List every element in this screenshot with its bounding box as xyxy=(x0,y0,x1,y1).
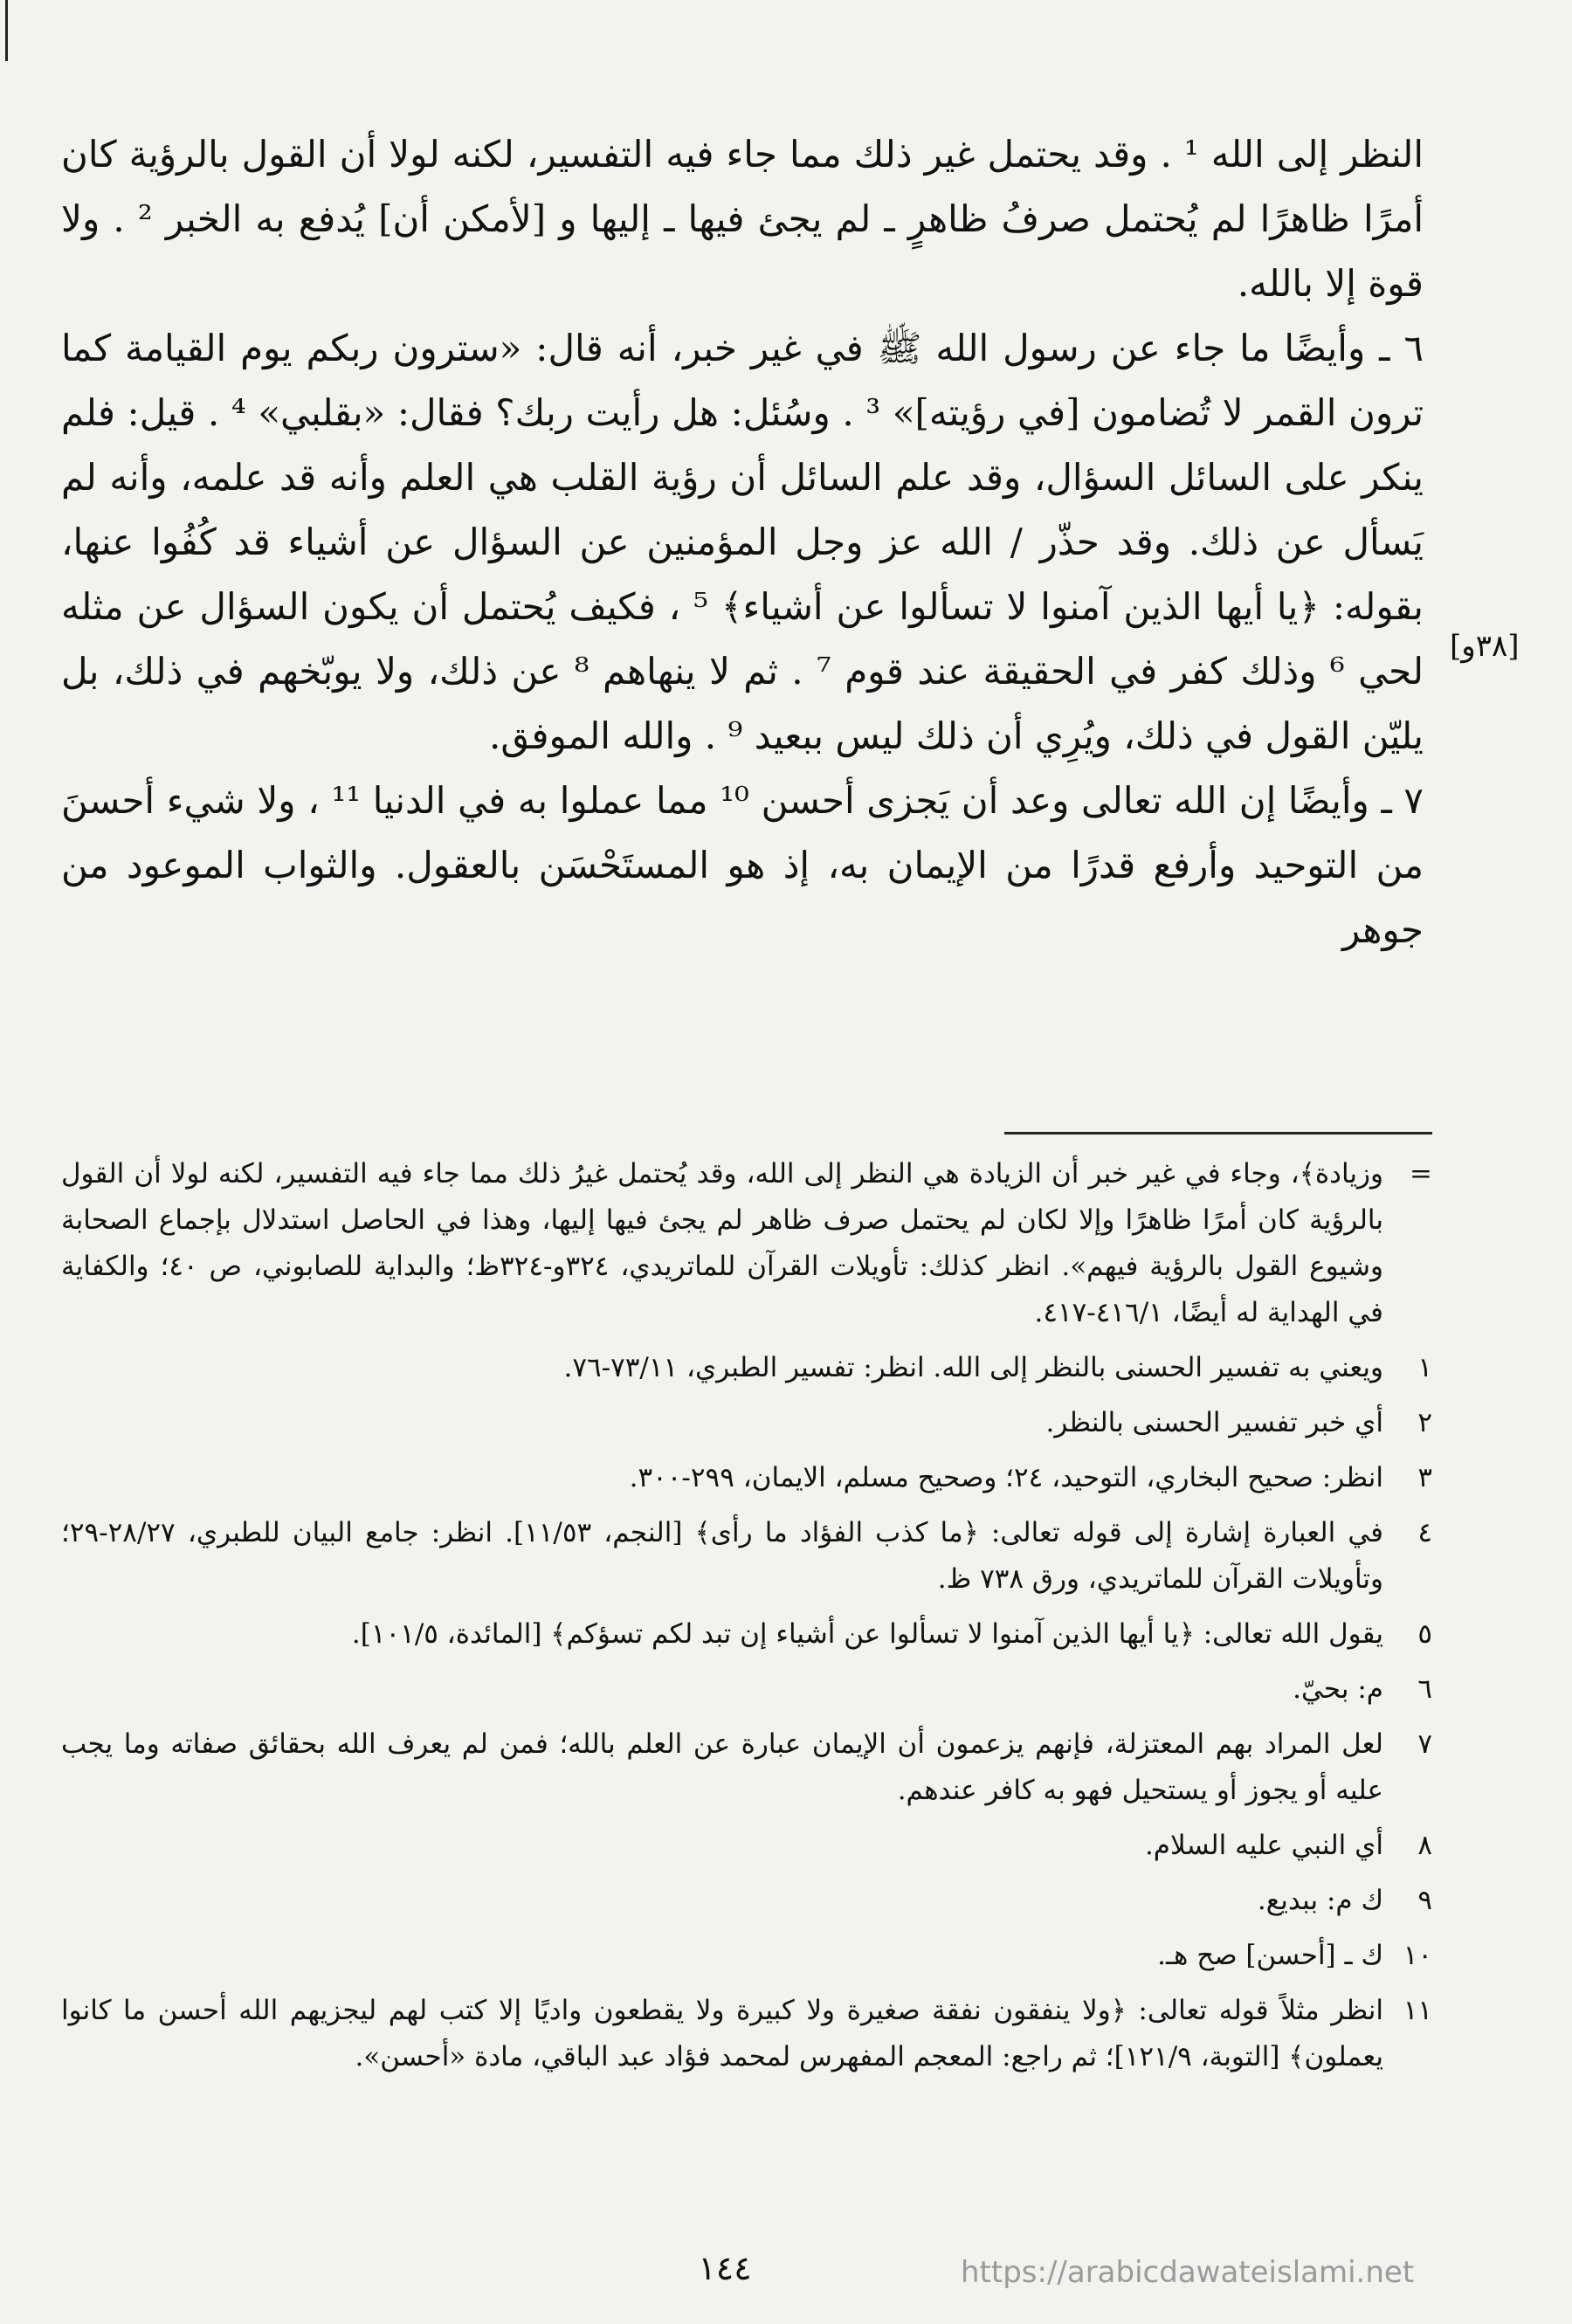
footnote-text: انظر: صحيح البخاري، التوحيد، ٢٤؛ وصحيح مسلم، الايمان، ٢٩٩-٣٠٠. xyxy=(629,1462,1383,1493)
footnote-divider xyxy=(1004,1132,1432,1134)
footnote-item xyxy=(61,1933,1432,1979)
main-text xyxy=(61,122,1424,962)
footnote-number: ١٠ xyxy=(1403,1940,1432,1971)
footnote-item xyxy=(61,1455,1432,1501)
footnote-number: ٦ xyxy=(1417,1673,1432,1705)
footnote-item xyxy=(61,1611,1432,1658)
footnote-number: ١١ xyxy=(1403,1995,1432,2026)
paragraph-1: النظر إلى الله ¹ . وقد يحتمل غير ذلك مما جاء فيه التفسير، لكنه لولا أن القول بالرؤية كان أمرًا ظاهرًا لم يُحتمل صرفُ ظاهرٍ ـ لم يجئ فيها ـ إليها و [لأمكن أن] يُدفع به الخبر ² . ولا قوة إلا بالله. xyxy=(61,133,1424,305)
footnote-text: يقول الله تعالى: ﴿يا أيها الذين آمنوا لا تسألوا عن أشياء إن تبد لكم تسؤكم﴾ [المائدة، ١٠١/٥]. xyxy=(351,1618,1383,1650)
footnote-text: ك م: ببديع. xyxy=(1257,1885,1383,1916)
footnote-item xyxy=(61,1666,1432,1713)
footnote-number: ٧ xyxy=(1417,1728,1432,1760)
footnote-number: ٨ xyxy=(1417,1830,1432,1861)
footnote-item xyxy=(61,1721,1432,1814)
footnote-number: ٢ xyxy=(1417,1407,1432,1438)
footnote-item xyxy=(61,1345,1432,1391)
footnote-number: ٥ xyxy=(1417,1618,1432,1650)
watermark-url: https://arabicdawateislami.net xyxy=(961,2255,1415,2290)
footnote-item xyxy=(61,1823,1432,1869)
footnote-text: أي خبر تفسير الحسنى بالنظر. xyxy=(1045,1407,1383,1438)
paragraph-3: ٧ ـ وأيضًا إن الله تعالى وعد أن يَجزى أحسن ¹⁰ مما عملوا به في الدنيا ¹¹ ، ولا شيء أحسنَ من التوحيد وأرفع قدرًا من الإيمان به، إذ هو المستَحْسَن بالعقول. والثواب الموعود من جوهر xyxy=(61,779,1424,951)
page-edge-mark xyxy=(5,0,8,61)
footnote-text: م: بحيّ. xyxy=(1293,1673,1383,1705)
footnote-number: ٤ xyxy=(1417,1517,1432,1548)
footnote-text: انظر مثلاً قوله تعالى: ﴿ولا ينفقون نفقة صغيرة ولا كبيرة ولا يقطعون واديًا إلا كتب لهم ليجزيهم الله أحسن ما كانوا يعملون﴾ [التوبة، ١٢١/٩]؛ ثم راجع: المعجم المفهرس لمحمد فؤاد عبد الباقي، مادة «أحسن». xyxy=(61,1995,1383,2072)
footnote-number: ١ xyxy=(1417,1352,1432,1383)
footnote-text: أي النبي عليه السلام. xyxy=(1144,1830,1383,1861)
footnotes xyxy=(61,1151,1432,2089)
footnote-item xyxy=(61,1400,1432,1446)
footnote-text: وزيادة﴾، وجاء في غير خبر أن الزيادة هي النظر إلى الله، وقد يُحتمل غيرُ ذلك مما جاء فيه التفسير، لكنه لولا أن القول بالرؤية كان أمرًا ظاهرًا وإلا لكان لم يحتمل صرف ظاهر لم يجئ فيها إليها، وهذا في الحاصل استدلال بإجماع الصحابة وشيوع القول بالرؤية فيهم». انظر كذلك: تأويلات القرآن للماتريدي، ٣٢٤و-٣٢٤ظ؛ والبداية للصابوني، ص ٤٠؛ والكفاية في الهداية له أيضًا، ٤١٦/١-٤١٧. xyxy=(61,1158,1383,1328)
footnote-text: لعل المراد بهم المعتزلة، فإنهم يزعمون أن الإيمان عبارة عن العلم بالله؛ فمن لم يعرف الله بحقائق صفاته وما يجب عليه أو يجوز أو يستحيل فهو به كافر عندهم. xyxy=(61,1728,1383,1806)
page-number: ١٤٤ xyxy=(698,2249,752,2287)
paragraph-2: ٦ ـ وأيضًا ما جاء عن رسول الله ﷺ في غير خبر، أنه قال: «سترون ربكم يوم القيامة كما ترون القمر لا تُضامون [في رؤيته]» ³ . وسُئل: هل رأيت ربك؟ فقال: «بقلبي» ⁴ . قيل: فلم ينكر على السائل السؤال، وقد علم السائل أن رؤية القلب هي العلم وأنه قد علمه، وأنه لم يَسأل عن ذلك. وقد حذّر / الله عز وجل المؤمنين عن السؤال عن أشياء قد كُفُوا عنها، بقوله: ﴿يا أيها الذين آمنوا لا تسألوا عن أشياء﴾ ⁵ ، فكيف يُحتمل أن يكون السؤال عن مثله لحي ⁶ وذلك كفر في الحقيقة عند قوم ⁷ . ثم لا ينهاهم ⁸ عن ذلك، ولا يوبّخهم في ذلك، بل يليّن القول في ذلك، ويُرِي أن ذلك ليس ببعيد ⁹ . والله الموفق. xyxy=(61,327,1424,757)
footnote-text: ك ـ [أحسن] صح هـ. xyxy=(1157,1940,1383,1971)
folio-margin-note: [٣٨و] xyxy=(1450,629,1520,664)
footnote-text: في العبارة إشارة إلى قوله تعالى: ﴿ما كذب الفؤاد ما رأى﴾ [النجم، ١١/٥٣]. انظر: جامع البيان للطبري، ٢٨/٢٧-٢٩؛ وتأويلات القرآن للماتريدي، ورق ٧٣٨ ظ. xyxy=(61,1517,1384,1595)
footnote-item xyxy=(61,1878,1432,1924)
footnote-number: ٣ xyxy=(1417,1462,1432,1493)
footnote-number: ٩ xyxy=(1417,1885,1432,1916)
footnote-item xyxy=(61,1510,1432,1603)
footnote-number: = xyxy=(1410,1158,1432,1190)
footnote-text: ويعني به تفسير الحسنى بالنظر إلى الله. انظر: تفسير الطبري، ٧٣/١١-٧٦. xyxy=(563,1352,1383,1383)
footnote-item xyxy=(61,1988,1432,2080)
footnote-item xyxy=(61,1151,1432,1336)
